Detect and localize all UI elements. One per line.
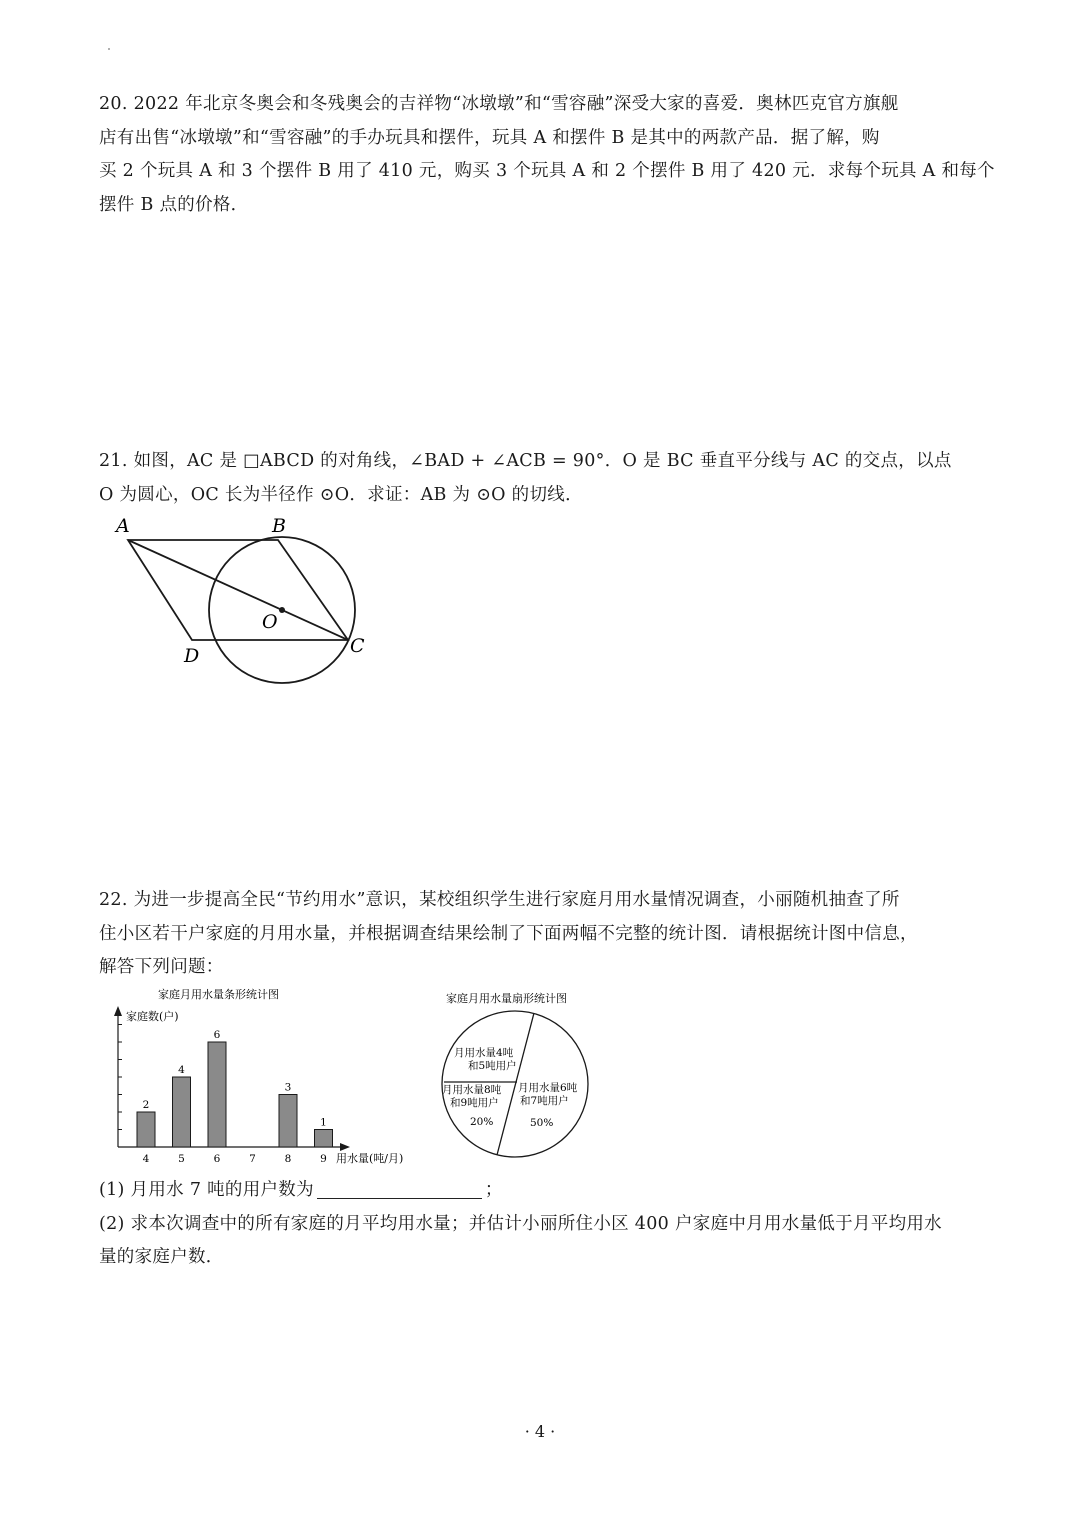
x-axis-arrow [340,1143,350,1151]
pie-slice-label: 月用水量8吨 [442,1084,502,1096]
q21-line: 21. 如图，AC 是 □ABCD 的对角线，∠BAD + ∠ACB = 90°．O 是 BC 垂直平分线与 AC 的交点，以点 [99,451,952,471]
bar-chart [100,984,430,1174]
pie-slice-label: 月用水量6吨 [518,1082,578,1094]
x-tick-label: 8 [284,1153,292,1165]
pie-slice-percent: 20% [470,1116,494,1128]
x-tick-label: 6 [213,1153,221,1165]
q20-line: 店有出售“冰墩墩”和“雪容融”的手办玩具和摆件，玩具 A 和摆件 B 是其中的两款产品．据了解，购 [99,127,880,148]
bar-value-label: 4 [178,1064,185,1076]
bar-value-label: 6 [213,1029,221,1041]
bar [315,1130,333,1148]
q22-line: 解答下列问题： [99,957,224,977]
question-22 [99,884,984,985]
bar-value-label: 1 [320,1116,327,1129]
x-tick-label: 9 [320,1153,327,1165]
x-tick-label: 5 [178,1153,185,1165]
pie-slice-label: 和5吨用户 [468,1060,517,1072]
bar-value-label: 2 [142,1099,150,1111]
sub-question-1 [99,1174,984,1208]
bar [208,1042,226,1147]
pie-chart-title: 家庭月用水量扇形统计图 [446,992,567,1005]
label-a: A [116,515,130,537]
q21-line: O 为圆心，OC 长为半径作 ⊙O．求证：AB 为 ⊙O 的切线． [99,484,583,505]
question-22-subparts [99,1174,984,1275]
geometry-figure [110,510,380,690]
pie-slice-label: 月用水量4吨 [454,1047,514,1059]
label-c: C [350,635,365,657]
bar-chart-xlabel: 用水量(吨/月) [336,1152,404,1165]
y-axis-arrow [114,1006,122,1016]
bar [173,1077,191,1147]
x-tick-label: 4 [142,1153,150,1165]
q22-line: 住小区若干户家庭的月用水量，并根据调查结果绘制了下面两幅不完整的统计图．请根据统计图中信息， [99,923,918,944]
sub1-end: ； [484,1180,503,1200]
center-point-o [279,607,285,613]
label-o: O [262,611,278,633]
pie-slice-label: 和9吨用户 [450,1097,499,1109]
q22-line: 22. 为进一步提高全民“节约用水”意识，某校组织学生进行家庭月用水量情况调查，小丽随机抽查了所 [99,890,900,910]
question-20 [99,88,995,222]
bar-chart-ylabel: 家庭数(户) [126,1010,179,1023]
pie-chart [430,988,600,1168]
q20-line: 买 2 个玩具 A 和 3 个摆件 B 用了 410 元，购买 3 个玩具 A 和 2 个摆件 B 用了 420 元．求每个玩具 A 和每个 [99,161,995,181]
sub1-text: (1) 月用水 7 吨的用户数为 [99,1180,314,1200]
label-d: D [184,645,200,667]
label-b: B [272,515,286,537]
page-number: · 4 · [524,1422,556,1441]
q20-line: 摆件 B 点的价格． [99,194,249,215]
bar-value-label: 3 [284,1081,292,1094]
bar [279,1095,297,1148]
x-tick-label: 7 [249,1153,256,1165]
question-21 [99,445,984,512]
bar [137,1112,155,1147]
q20-line: 20. 2022 年北京冬奥会和冬残奥会的吉祥物“冰墩墩”和“雪容融”深受大家的喜爱．奥林匹克官方旗舰 [99,94,899,114]
bar-chart-title: 家庭月用水量条形统计图 [158,988,279,1001]
answer-blank[interactable] [317,1180,482,1199]
pie-slice-percent: 50% [530,1117,554,1129]
corner-dot [108,48,110,50]
pie-slice-label: 和7吨用户 [520,1095,569,1107]
sub-question-2: (2) 求本次调查中的所有家庭的月平均用水量；并估计小丽所住小区 400 户家庭中月用水量低于月平均用水 [99,1213,942,1234]
sub-question-2: 量的家庭户数． [99,1247,224,1267]
